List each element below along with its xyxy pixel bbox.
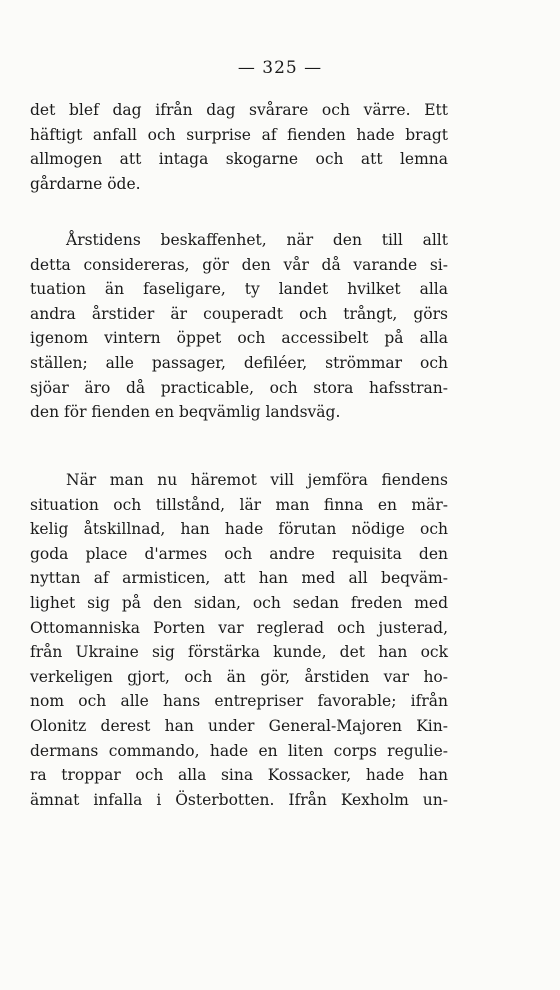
text-line: igenom vintern öppet och accessibelt på alla <box>30 329 448 348</box>
page-header <box>0 58 560 78</box>
text-line: tuation än faseligare, ty landet hvilket alla <box>30 280 448 299</box>
text-line: sjöar äro då practicable, och stora hafsstran- <box>30 378 448 397</box>
text-line: När man nu häremot vill jemföra fiendens <box>66 471 448 489</box>
text-line: ämnat infalla i Österbotten. Ifrån Kexholm un- <box>30 790 448 809</box>
text-line: Olonitz derest han under General-Majoren Kin- <box>30 716 448 735</box>
text-line: goda place d'armes och andre requisita den <box>30 544 448 563</box>
text-line: lighet sig på den sidan, och sedan freden med <box>30 593 448 612</box>
text-line: den för fienden en beqvämlig landsväg. <box>30 403 341 422</box>
text-line: från Ukraine sig förstärka kunde, det han ock <box>30 643 448 662</box>
text-line: det blef dag ifrån dag svårare och värre. Ett <box>30 101 448 119</box>
paragraph-1 <box>30 98 448 196</box>
text-line: dermans commando, hade en liten corps regulie- <box>30 741 448 760</box>
page-number: — 325 — <box>237 58 323 78</box>
text-line: häftigt anfall och surprise af fienden hade bragt <box>30 125 448 144</box>
paragraph-2 <box>30 228 448 425</box>
text-line: allmogen att intaga skogarne och att lemna <box>30 150 448 169</box>
text-line: ställen; alle passager, defiléer, strömmar och <box>30 353 448 372</box>
text-line: andra årstider är couperadt och trångt, görs <box>30 304 448 323</box>
text-line: gårdarne öde. <box>30 174 141 193</box>
paragraph-3 <box>30 468 448 812</box>
text-line: Ottomanniska Porten var reglerad och justerad, <box>30 618 448 637</box>
text-line: verkeligen gjort, och än gör, årstiden var ho- <box>30 667 448 686</box>
text-line: situation och tillstånd, lär man finna en mär- <box>30 495 448 514</box>
text-line: Årstidens beskaffenhet, när den till allt <box>66 231 448 249</box>
text-line: nyttan af armisticen, att han med all beqväm- <box>30 569 448 588</box>
text-line: detta considereras, gör den vår då varande si- <box>30 255 448 274</box>
text-line: kelig åtskillnad, han hade förutan nödige och <box>30 520 448 539</box>
text-line: ra troppar och alla sina Kossacker, hade han <box>30 766 448 785</box>
text-line: nom och alle hans entrepriser favorable; ifrån <box>30 692 448 711</box>
